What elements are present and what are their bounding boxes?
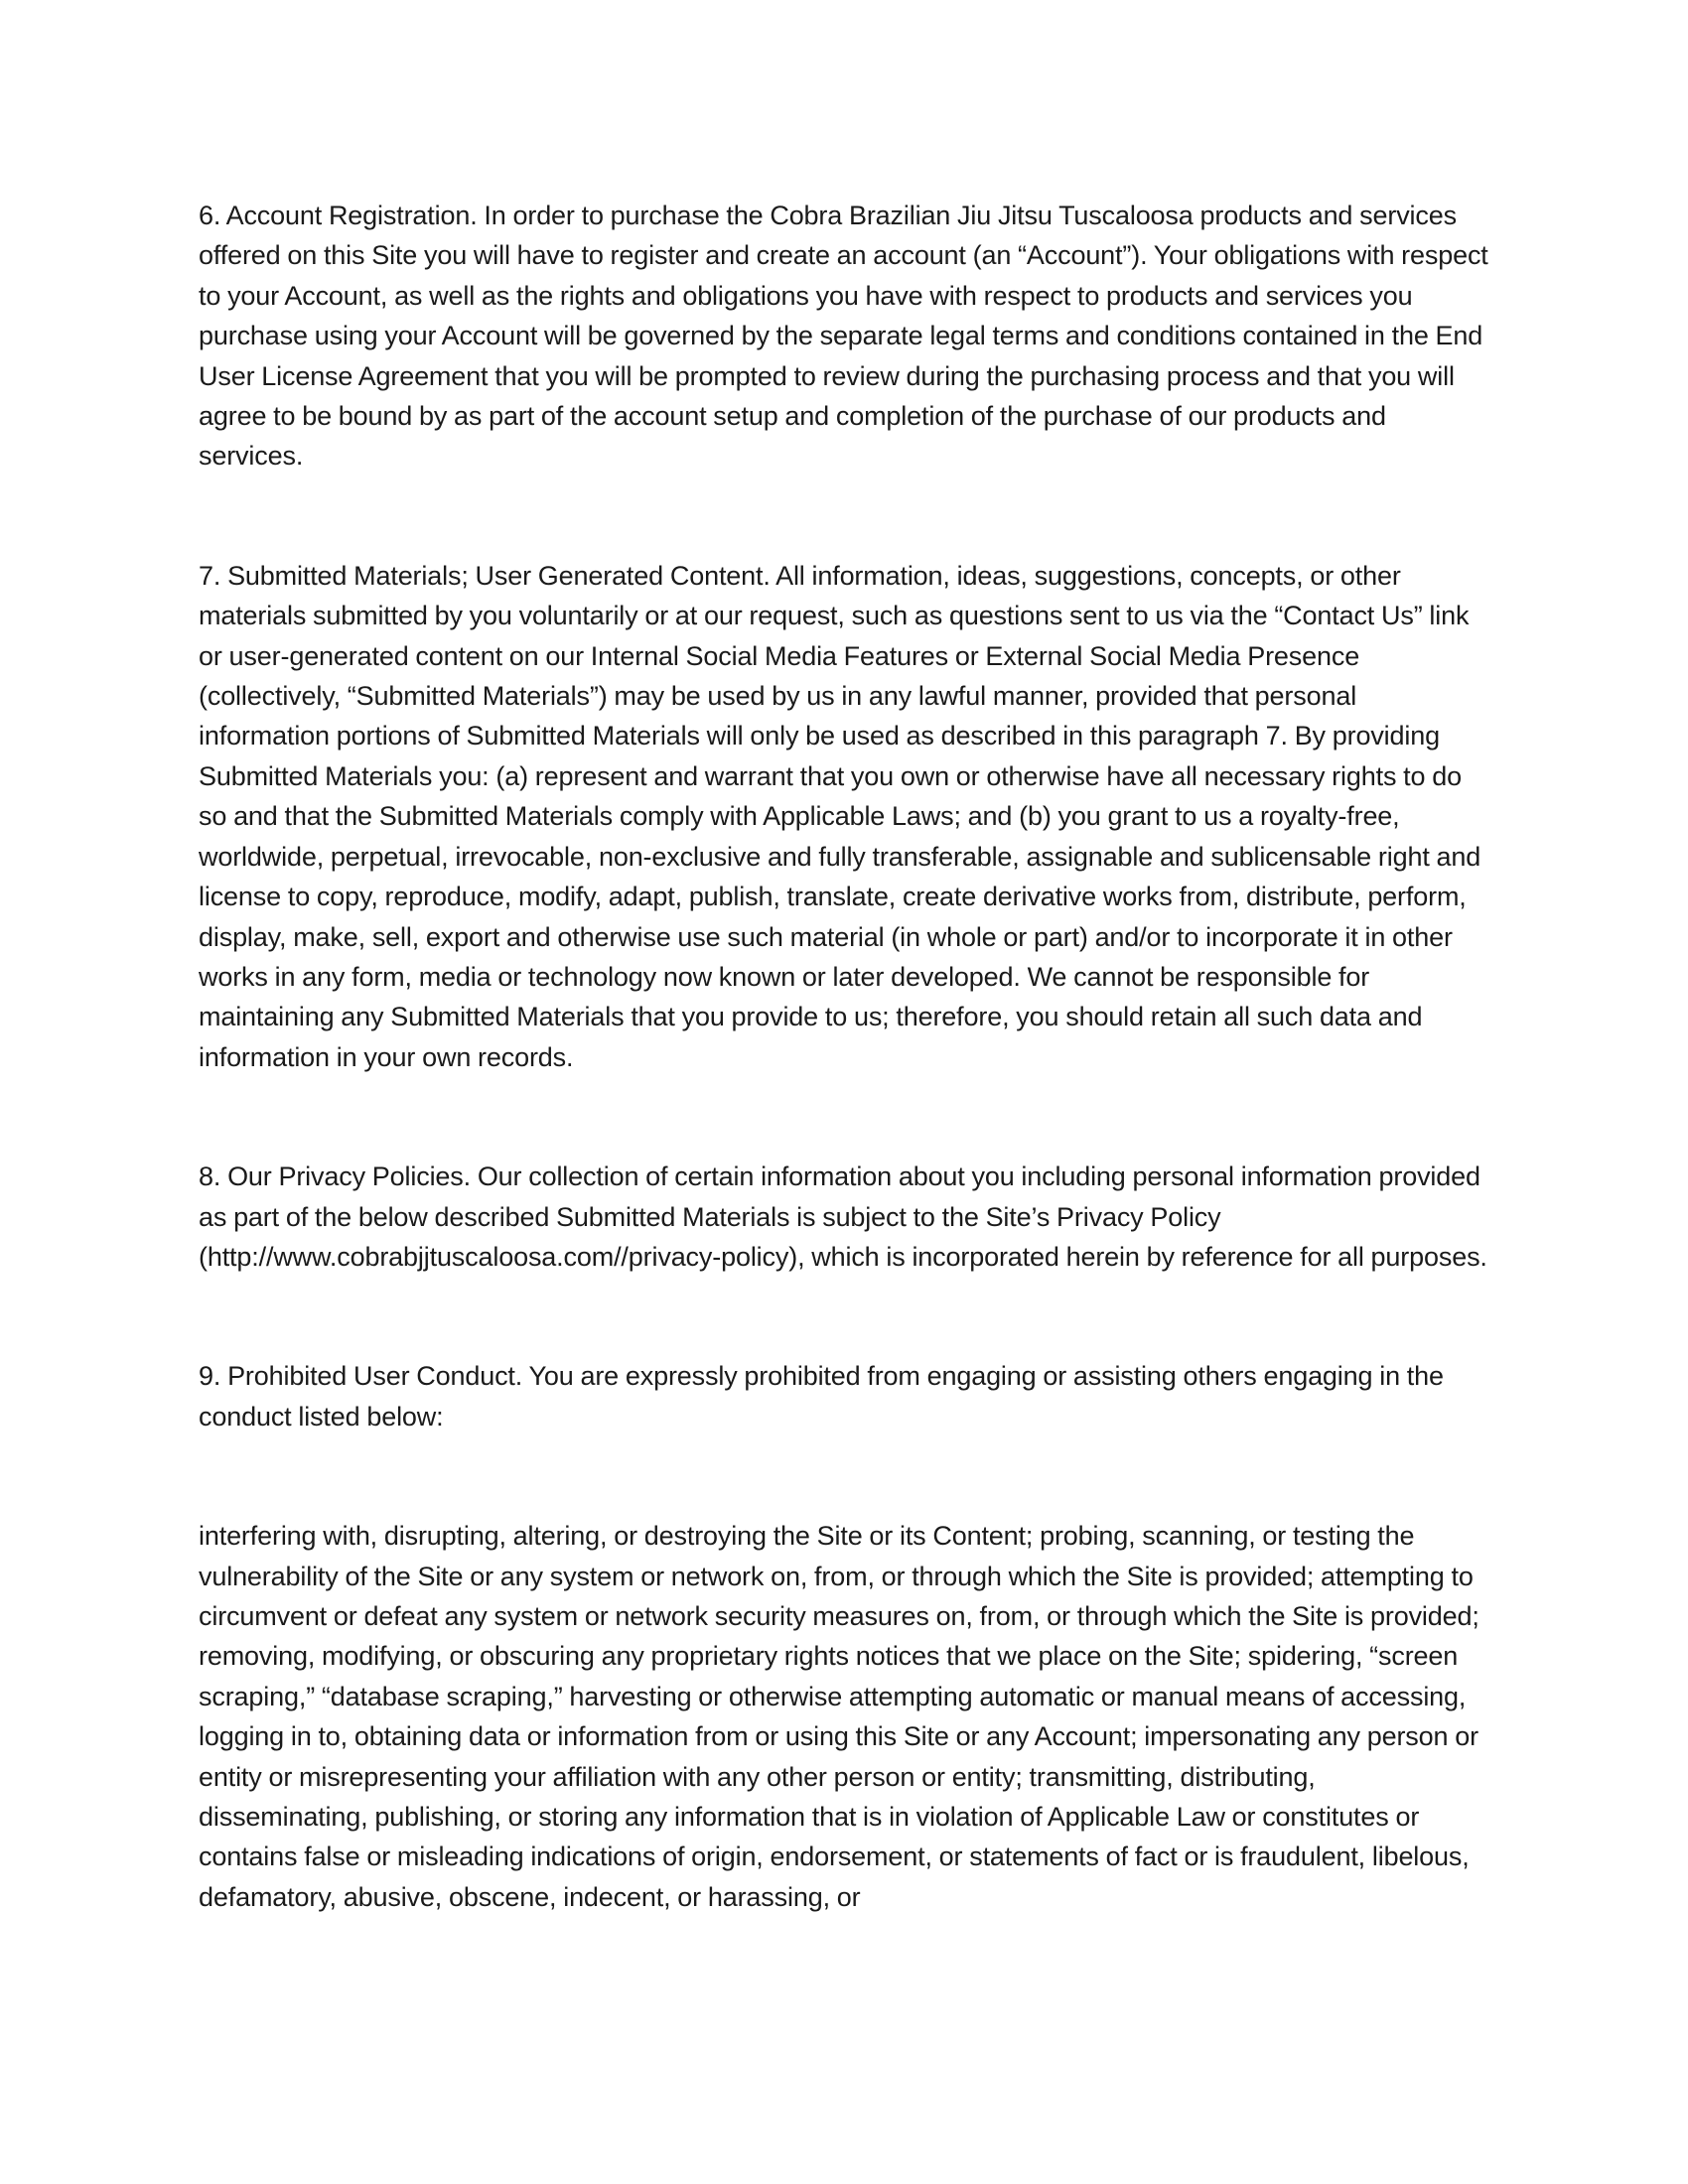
document-body (199, 196, 1489, 1917)
paragraph-prohibited-conduct: 9. Prohibited User Conduct. You are expressly prohibited from engaging or assisting others engaging in the conduct listed below: (199, 1361, 1444, 1432)
paragraph-prohibited-conduct-list: interfering with, disrupting, altering, or destroying the Site or its Content; probing, scanning, or testing the vulnerability of the Site or any system or network on, from, or through which the Site is provided; attempting to circumvent or defeat any system or network security measures on, from, or through which the Site is provided; removing, modifying, or obscuring any proprietary rights notices that we place on the Site; spidering, “screen scraping,” “database scraping,” harvesting or otherwise attempting automatic or manual means of accessing, logging in to, obtaining data or information from or using this Site or any Account; impersonating any person or entity or misrepresenting your affiliation with any other person or entity; transmitting, distributing, disseminating, publishing, or storing any information that is in violation of Applicable Law or constitutes or contains false or misleading indications of origin, endorsement, or statements of fact or is fraudulent, libelous, defamatory, abusive, obscene, indecent, or harassing, or (199, 1521, 1479, 1912)
paragraph-submitted-materials: 7. Submitted Materials; User Generated Content. All information, ideas, suggestions, concepts, or other materials submitted by you voluntarily or at our request, such as questions sent to us via the “Contact Us” link or user-generated content on our Internal Social Media Features or External Social Media Presence (collectively, “Submitted Materials”) may be used by us in any lawful manner, provided that personal information portions of Submitted Materials will only be used as described in this paragraph 7. By providing Submitted Materials you: (a) represent and warrant that you own or otherwise have all necessary rights to do so and that the Submitted Materials comply with Applicable Laws; and (b) you grant to us a royalty-free, worldwide, perpetual, irrevocable, non-exclusive and fully transferable, assignable and sublicensable right and license to copy, reproduce, modify, adapt, publish, translate, create derivative works from, distribute, perform, display, make, sell, export and otherwise use such material (in whole or part) and/or to incorporate it in other works in any form, media or technology now known or later developed. We cannot be responsible for maintaining any Submitted Materials that you provide to us; therefore, you should retain all such data and information in your own records. (199, 560, 1481, 1072)
paragraph-account-registration: 6. Account Registration. In order to purchase the Cobra Brazilian Jiu Jitsu Tuscaloosa products and services offered on this Site you will have to register and create an account (an “Account”). Your obligations with respect to your Account, as well as the rights and obligations you have with respect to products and services you purchase using your Account will be governed by the separate legal terms and conditions contained in the End User License Agreement that you will be prompted to review during the purchasing process and that you will agree to be bound by as part of the account setup and completion of the purchase of our products and services. (199, 201, 1488, 472)
paragraph-privacy-policies: 8. Our Privacy Policies. Our collection of certain information about you including personal information provided as part of the below described Submitted Materials is subject to the Site’s Privacy Policy (http://www.cobrabjjtuscaloosa.com//privacy-policy), which is incorporated herein by reference for all purposes. (199, 1161, 1487, 1272)
